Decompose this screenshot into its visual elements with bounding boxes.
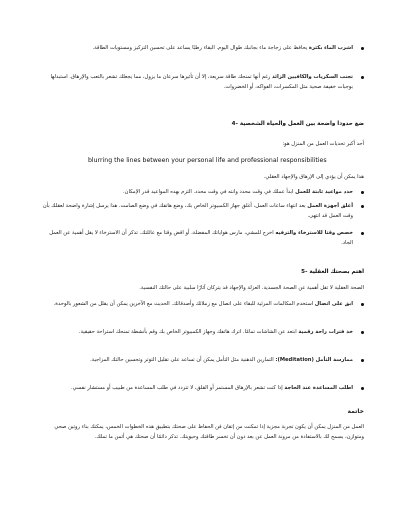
item-bold: خذ فترات راحة رقمية: [298, 329, 353, 335]
list-item: [40, 202, 364, 221]
section4-heading: ضع حدودا واضحة بين العمل والحياة الشخصية -4: [231, 121, 364, 127]
bullet-icon: [361, 205, 364, 208]
bullet-icon: [361, 47, 364, 50]
bullet-icon: [361, 387, 364, 390]
section5-intro: الصحة العقلية لا تقل أهمية عن الصحة الجسدية. العزلة والإجهاد قد يتركان آثارًا سلبية على حالتك النفسية.: [139, 285, 364, 291]
item-bold: تجنب السكريات والكافيين الزائد: [272, 74, 353, 80]
bullet-icon: [361, 191, 364, 194]
item-bold: اطلب المساعدة عند الحاجة: [284, 385, 353, 391]
list-item: [40, 384, 364, 394]
list-item: [40, 356, 364, 366]
item-bold: ممارسة التأمل (Meditation):: [275, 357, 353, 363]
bullet-icon: [361, 359, 364, 362]
list-item: [40, 73, 364, 92]
section4-intro2: هذا يمكن أن يؤدي إلى الإرهاق والإجهاد العقلي.: [263, 174, 364, 180]
bullet-icon: [361, 232, 364, 235]
item-bold: حدد مواعيد ثابتة للعمل: [295, 189, 353, 195]
item-text: ابتعد عن الشاشات تمامًا. اترك هاتفك وجهاز الكمبيوتر الخاص بك وقم بأنشطة تمنحك استراحة حقيقية.: [78, 329, 299, 335]
item-bold: خصص وقتا للاسترخاء والترفيه: [275, 230, 353, 236]
list-item: [40, 229, 364, 248]
item-text: يحافظ على زجاجة ماء بجانبك طوال اليوم. البقاء رطبًا يساعد على تحسين التركيز ومستويات الطاقة.: [92, 45, 309, 51]
list-item: [40, 328, 364, 338]
list-item: [40, 44, 364, 54]
item-bold: اشرب الماء بكثرة: [308, 45, 353, 51]
bullet-icon: [361, 303, 364, 306]
bullet-icon: [361, 76, 364, 79]
list-item: [40, 300, 364, 310]
bullet-icon: [361, 331, 364, 334]
item-text: بعد انتهاء ساعات العمل، أغلق جهاز الكمبيوتر الخاص بك، وضع هاتفك في وضع الصامت. هذا يرسل إشارة واضحة لعقلك بأن وقت العمل قد انتهى.: [42, 203, 353, 219]
item-text: رغم أنها تمنحك طاقة سريعة، إلا أن تأثيرها سرعان ما يزول، مما يجعلك تشعر بالتعب والإرهاق. استبدلها بوجبات خفيفة صحية مثل المكسرات، الفواكه، أو الخضروات.: [50, 74, 353, 90]
conclusion-title: خاتمة: [347, 408, 364, 415]
list-item: [40, 188, 364, 198]
item-text: ابدأ عملك في وقت محدد وانته في وقت محدد. التزم بهذه المواعيد قدر الإمكان.: [123, 189, 296, 195]
section5-heading: اهتم بصحتك العقلية -5: [301, 269, 364, 275]
section4-english: blurring the lines between your personal life and professional responsibilities: [88, 157, 327, 164]
item-text: إذا كنت تشعر بالإرهاق المستمر أو القلق، لا تتردد في طلب المساعدة من طبيب أو مستشار نفسي.: [70, 385, 285, 391]
item-text: استخدم المكالمات المرئية للبقاء على اتصال مع زملائك وأصدقائك. الحديث مع الآخرين يمكن أن يقلل من الشعور بالوحدة.: [53, 301, 315, 307]
item-bold: أغلق أجهزة العمل: [307, 203, 353, 209]
item-bold: ابق على اتصال: [314, 301, 353, 307]
section4-intro: أحد أكبر تحديات العمل من المنزل هو:: [282, 141, 364, 147]
conclusion-text: العمل من المنزل يمكن أن يكون تجربة مجزية إذا تمكنت من إتقان فن الحفاظ على صحتك بتطبيق هذه الخطوات الخمس، يمكنك بناء روتين صحي ومتوازن، يسمح لك بالاستفادة من مرونة العمل عن بعد دون أن تخسر طاقتك وحيويتك. تذكر دائمًا أن صحتك هي أثمن ما تملك.: [54, 424, 364, 440]
item-text: التمارين الذهنية مثل التأمل يمكن أن تساعد على تقليل التوتر وتحسين حالتك المزاجية.: [90, 357, 276, 363]
item-text: اخرج للمشي، مارس هواياتك المفضلة، أو اقض وقتا مع عائلتك. تذكر أن الاسترخاء لا يقل أهمية عن العمل الجاد.: [49, 230, 353, 246]
